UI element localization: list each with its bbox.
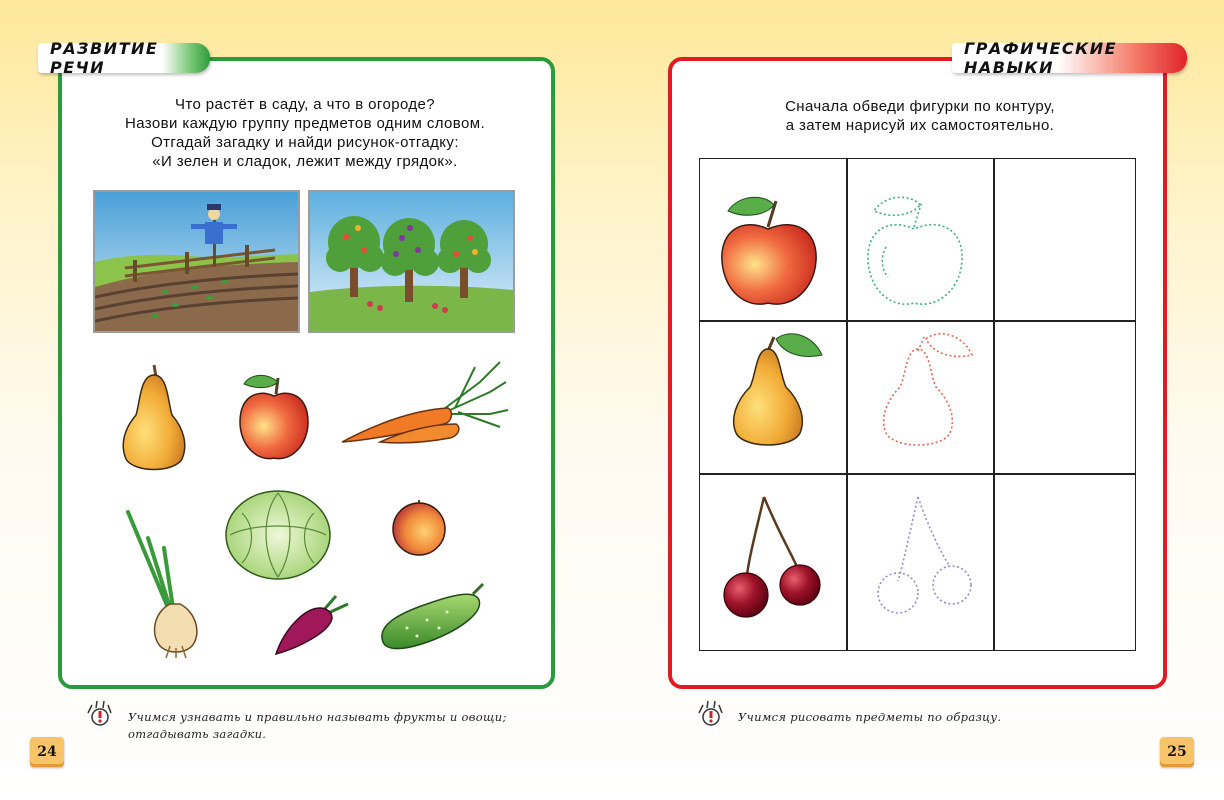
grid-divider <box>846 159 848 650</box>
grid-divider <box>700 320 1135 322</box>
drawing-cell-cherries[interactable] <box>996 476 1134 648</box>
instruction-line: а затем нарисуй их самостоятельно. <box>785 117 1055 134</box>
beet-picture[interactable] <box>270 590 352 658</box>
trace-pear-outline[interactable] <box>874 329 980 451</box>
onion-picture[interactable] <box>118 508 210 658</box>
instruction-line: Отгадай загадку и найди рисунок-отгадку: <box>151 134 459 151</box>
trace-cherries-outline[interactable] <box>864 491 976 621</box>
trace-apple-outline[interactable] <box>862 191 974 309</box>
sample-cherries <box>716 491 828 621</box>
scene-vegetable-garden[interactable] <box>93 190 300 333</box>
instruction-line: Что растёт в саду, а что в огороде? <box>175 96 435 113</box>
grid-divider <box>700 473 1135 475</box>
exclamation-note-icon <box>694 699 728 729</box>
page-number: 25 <box>1160 737 1194 767</box>
exclamation-note-icon <box>83 699 117 729</box>
page-number: 24 <box>30 737 64 767</box>
vegetable-garden-illustration <box>95 192 298 331</box>
right-instructions <box>680 97 1160 135</box>
sample-apple <box>716 191 828 309</box>
peach-picture[interactable] <box>386 494 452 558</box>
instruction-line: Сначала обведи фигурки по контуру, <box>785 98 1055 115</box>
orchard-illustration <box>310 192 513 331</box>
carrots-picture[interactable] <box>340 352 510 452</box>
tracing-grid <box>699 158 1136 651</box>
instruction-line: Назови каждую группу предметов одним словом. <box>124 115 486 132</box>
drawing-cell-apple[interactable] <box>996 161 1134 318</box>
footnote-learning-goal: Учимся узнавать и правильно называть фрукты и овощи; отгадывать загадки. <box>128 710 507 741</box>
grid-divider <box>993 159 995 650</box>
instruction-line: «И зелен и сладок, лежит между грядок». <box>152 153 458 170</box>
scene-orchard[interactable] <box>308 190 515 333</box>
footnote-learning-goal: Учимся рисовать предметы по образцу. <box>738 710 1002 724</box>
drawing-cell-pear[interactable] <box>996 323 1134 471</box>
sample-pear <box>724 329 830 451</box>
cucumber-picture[interactable] <box>377 580 487 656</box>
pear-picture[interactable] <box>118 363 190 475</box>
section-title-graphic-skills: ГРАФИЧЕСКИЕ НАВЫКИ <box>952 43 1187 73</box>
cabbage-picture[interactable] <box>222 483 334 583</box>
section-title-speech-development: РАЗВИТИЕ РЕЧИ <box>38 43 210 73</box>
left-instructions <box>70 95 540 171</box>
apple-picture[interactable] <box>236 370 312 464</box>
